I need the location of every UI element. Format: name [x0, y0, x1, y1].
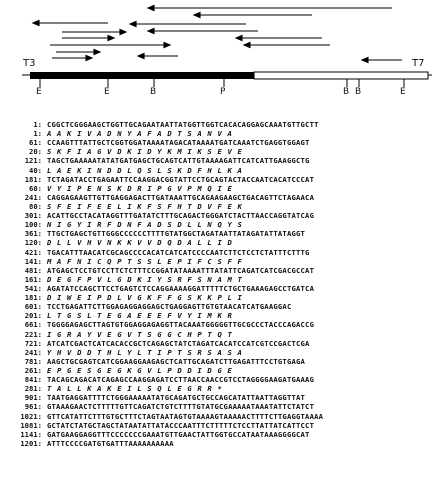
site-label-ecori: E — [400, 87, 406, 97]
nucleotide-text: ATCATCGACTCATCACACCGCTCAGAGCTATCTAGATCACATCCATCGTCCGACTCGA — [47, 338, 310, 348]
position-number: 781: — [24, 356, 42, 366]
position-number: 201: — [24, 311, 42, 321]
amino-acid-row — [2, 348, 443, 357]
amino-acid-row — [2, 220, 443, 229]
nucleotide-text: TGACATTTAACATCGCAGCCCCACATCATCATCCCCAATCTTCTCCTCTATTTCTTTG — [47, 247, 310, 257]
position-number: 1021: — [20, 411, 42, 421]
nucleotide-row — [2, 320, 443, 329]
position-number: 161: — [24, 274, 42, 284]
position-number: 61: — [29, 138, 42, 148]
t7-promoter-label: T7 — [412, 58, 425, 69]
position-number: 241: — [24, 192, 42, 202]
position-number: 901: — [24, 393, 42, 403]
amino-acid-row — [2, 366, 443, 375]
nucleotide-text: ATGAGCTCCTGTCCTTCTCTTTCCGGATATAAAATTTATATTCAGATCATCGACGCCAT — [47, 265, 315, 275]
position-number: 120: — [24, 238, 42, 248]
nucleotide-row — [2, 156, 443, 165]
nucleotide-text: CCAAGTTTATTGCTCGGTGGATAAAATAGACATAAAATGATCAAATCTGAGGTGGAGT — [47, 138, 310, 148]
amino-acid-text: SKFIAGVDKIDYKMIKSEVE — [47, 147, 248, 157]
forward-read-arrowhead — [120, 30, 126, 35]
nucleotide-text: TTGCTGAGCTGTTGGGCCCCCCTTTTGTATGGCTAGATAATTATAGATATTATAGGT — [47, 229, 306, 239]
amino-acid-text: AAKIVADNYAFADTSANVA — [47, 129, 238, 139]
nucleotide-text: ATTTCCCCGATGTGATTTAAAAAAAAAA — [47, 438, 174, 448]
amino-acid-row — [2, 330, 443, 339]
amino-acid-text: LTGSLTEGAEEEFVYIMKR — [47, 311, 238, 321]
nucleotide-text: GTTCATATTCTTTGTGCTTTCTAGTAATAGTGTAAAAGTAAAAACTTTTCTTGAGGTAAAA — [47, 411, 324, 421]
amino-acid-row — [2, 166, 443, 175]
amino-acid-text: DLLVHVNKKVVDQDALLID — [47, 238, 238, 248]
position-number: 361: — [24, 229, 42, 239]
amino-acid-text: TALLKAKEILSQLEGRR* — [47, 384, 228, 394]
nucleotide-text: GTAAAGAACTCTTTTTGTTCAGATCTGTCTTTTGTATGCGAAAAATAAATATTCTATCT — [47, 402, 315, 412]
amino-acid-row — [2, 184, 443, 193]
position-number: 221: — [24, 329, 42, 339]
nucleotide-row — [2, 339, 443, 348]
restriction-site-ticks — [40, 79, 404, 87]
nucleotide-text: CAGGAGAAGTTGTTGAGGAGACTTGATAAATTGCAGAAGAAGCTGACAGTTCTAGAACA — [47, 192, 315, 202]
nucleotide-row — [2, 229, 443, 238]
position-number: 60: — [29, 183, 42, 193]
amino-acid-row — [2, 202, 443, 211]
nucleotide-text: GCTATCTATGCTAGCTATAATATTATACCCAATTTCTTTTTCTCCTTATTATCATTCCT — [47, 420, 315, 430]
position-number: 100: — [24, 220, 42, 230]
reverse-read-arrowhead — [148, 6, 154, 11]
site-label-bamhi: B — [150, 87, 157, 97]
sequence-listing — [2, 120, 443, 448]
nucleotide-text: TACAGCAGACATCAGAGCCAAGGAGATCCTTAACCAACCGTCCTAGGGGAAGATGAAAG — [47, 375, 315, 385]
position-number: 241: — [24, 347, 42, 357]
position-number: 1201: — [20, 438, 42, 448]
position-number: 141: — [24, 256, 42, 266]
amino-acid-text: NIGYIRFDNFADSDLLNQYS — [47, 220, 248, 230]
nucleotide-row — [2, 266, 443, 275]
reverse-read-arrowhead — [130, 22, 136, 27]
nucleotide-row — [2, 402, 443, 411]
site-label-bamhi: B — [343, 87, 350, 97]
position-number: 1141: — [20, 429, 42, 439]
amino-acid-text: SFEIFEELIKFSFHTDVFEK — [47, 201, 248, 211]
t3-promoter-label: T3 — [23, 58, 36, 69]
position-number: 841: — [24, 375, 42, 385]
amino-acid-row — [2, 311, 443, 320]
position-number: 20: — [29, 147, 42, 157]
amino-acid-row — [2, 275, 443, 284]
nucleotide-row — [2, 421, 443, 430]
nucleotide-row — [2, 284, 443, 293]
amino-acid-text: DEGFPVLGDKIYSRFSNAMT — [47, 274, 248, 284]
nucleotide-text: TAGCTGAAAAATATATGATGAGCTGCAGTCATTGTAAAAGATTCATCATTGAAGGCTG — [47, 156, 310, 166]
amino-acid-text: VYIPENSKDRIPGVPMQIE — [47, 183, 238, 193]
amino-acid-text: EPGESGEGKGVLPDDIDGE — [47, 365, 238, 375]
position-number: 80: — [29, 201, 42, 211]
position-number: 421: — [24, 247, 42, 257]
position-number: 721: — [24, 338, 42, 348]
nucleotide-text: AAGCTGCGAGTCATCGGAAGGAAGAGCTCATTGCAGATCTTGAGATTTCCTGTGAGA — [47, 356, 306, 366]
forward-read-arrowhead — [94, 50, 100, 55]
site-label-psti: P — [220, 87, 226, 97]
nucleotide-row — [2, 412, 443, 421]
amino-acid-row — [2, 129, 443, 138]
untranslated-region-bar — [254, 72, 428, 79]
nucleotide-row — [2, 430, 443, 439]
nucleotide-text: GATGAAGGAGGTTTCCCCCCCGAAATGTTGAACTATTGGTGCCATAATAAAGGGGCAT — [47, 429, 310, 439]
reverse-read-arrowhead — [33, 21, 39, 26]
reverse-read-arrowhead — [138, 54, 144, 59]
position-number: 661: — [24, 320, 42, 330]
amino-acid-text: DIWEIPDLVGKFFGSKKPLI — [47, 293, 248, 303]
nucleotide-row — [2, 175, 443, 184]
position-number: 40: — [29, 165, 42, 175]
position-number: 961: — [24, 402, 42, 412]
reverse-reads — [33, 6, 402, 63]
position-number: 181: — [24, 174, 42, 184]
nucleotide-row — [2, 193, 443, 202]
nucleotide-row — [2, 211, 443, 220]
position-number: 541: — [24, 283, 42, 293]
site-label-ecori: E — [104, 87, 110, 97]
nucleotide-text: TGGGGAGAGCTTAGTGTGGAGGAGAGGTTACAAATGGGGGTTGCGCCCTACCCAGACCG — [47, 320, 315, 330]
site-label-ecori: E — [36, 87, 42, 97]
amino-acid-text: YHVDDTHLYLTIPTSRSASA — [47, 347, 248, 357]
coding-region-bar — [30, 72, 254, 79]
nucleotide-text: CGGCTCGGGAAGCTGGTTGCAGAATAATTATGGTTGGTCACACAGGAGCAAATGTTGCTT — [47, 120, 319, 129]
reverse-read-arrowhead — [236, 36, 242, 41]
reverse-read-arrowhead — [244, 43, 250, 48]
amino-acid-row — [2, 384, 443, 393]
nucleotide-text: TAATGAGGATTTTCTGGGAAAAATATGCAGATGCTGCCAGCATATTAATTAGGTTAT — [47, 393, 306, 403]
nucleotide-row — [2, 302, 443, 311]
position-number: 1081: — [20, 420, 42, 430]
reverse-read-arrowhead — [194, 13, 200, 18]
position-number: 181: — [24, 293, 42, 303]
amino-acid-row — [2, 293, 443, 302]
nucleotide-text: TCTAGATACCTGAGAATTCCAAGGACGGTATTCCTGCAGTACTACCAATCACATCCCAT — [47, 174, 315, 184]
amino-acid-text: MAFNICQPTSSLEPIFCSFF — [47, 256, 248, 266]
nucleotide-row — [2, 357, 443, 366]
nucleotide-text: ACATTGCCTACATAGGTTTGATATCTTTGCAGACTGGGATCTACTTAACCAGGTATCAG — [47, 211, 315, 221]
site-label-bamhi: B — [355, 87, 362, 97]
nucleotide-row — [2, 120, 443, 129]
amino-acid-text: LAEKINDDLQSLSKDFHLKA — [47, 165, 248, 175]
amino-acid-text: IGRAYVEGVTSGGCHPTQT — [47, 329, 238, 339]
amino-acid-row — [2, 257, 443, 266]
position-number: 481: — [24, 265, 42, 275]
amino-acid-row — [2, 147, 443, 156]
position-number: 281: — [24, 384, 42, 394]
nucleotide-row — [2, 393, 443, 402]
nucleotide-row — [2, 248, 443, 257]
position-number: 1: — [33, 129, 42, 139]
nucleotide-row — [2, 138, 443, 147]
position-number: 121: — [24, 156, 42, 166]
position-number: 261: — [24, 365, 42, 375]
position-number: 601: — [24, 302, 42, 312]
nucleotide-text: TCCTGAGATTCTTGGAGAGGAGGAGCTGAGGAGTTGTGTAACATCATGAAGGAC — [47, 302, 292, 312]
forward-read-arrowhead — [164, 43, 170, 48]
forward-read-arrowhead — [86, 56, 92, 61]
nucleotide-row — [2, 375, 443, 384]
nucleotide-text: AGATATCCAGCTTCCTGAGTCTCCAGGAAAAGGATTTTTCTGCTGAAAGAGCCTGATCA — [47, 283, 315, 293]
forward-read-arrowhead — [108, 36, 114, 41]
position-number: 1: — [33, 120, 42, 129]
nucleotide-row — [2, 439, 443, 448]
amino-acid-row — [2, 238, 443, 247]
reverse-read-arrowhead — [148, 29, 154, 34]
position-number: 301: — [24, 211, 42, 221]
reverse-read-arrowhead — [362, 58, 368, 63]
